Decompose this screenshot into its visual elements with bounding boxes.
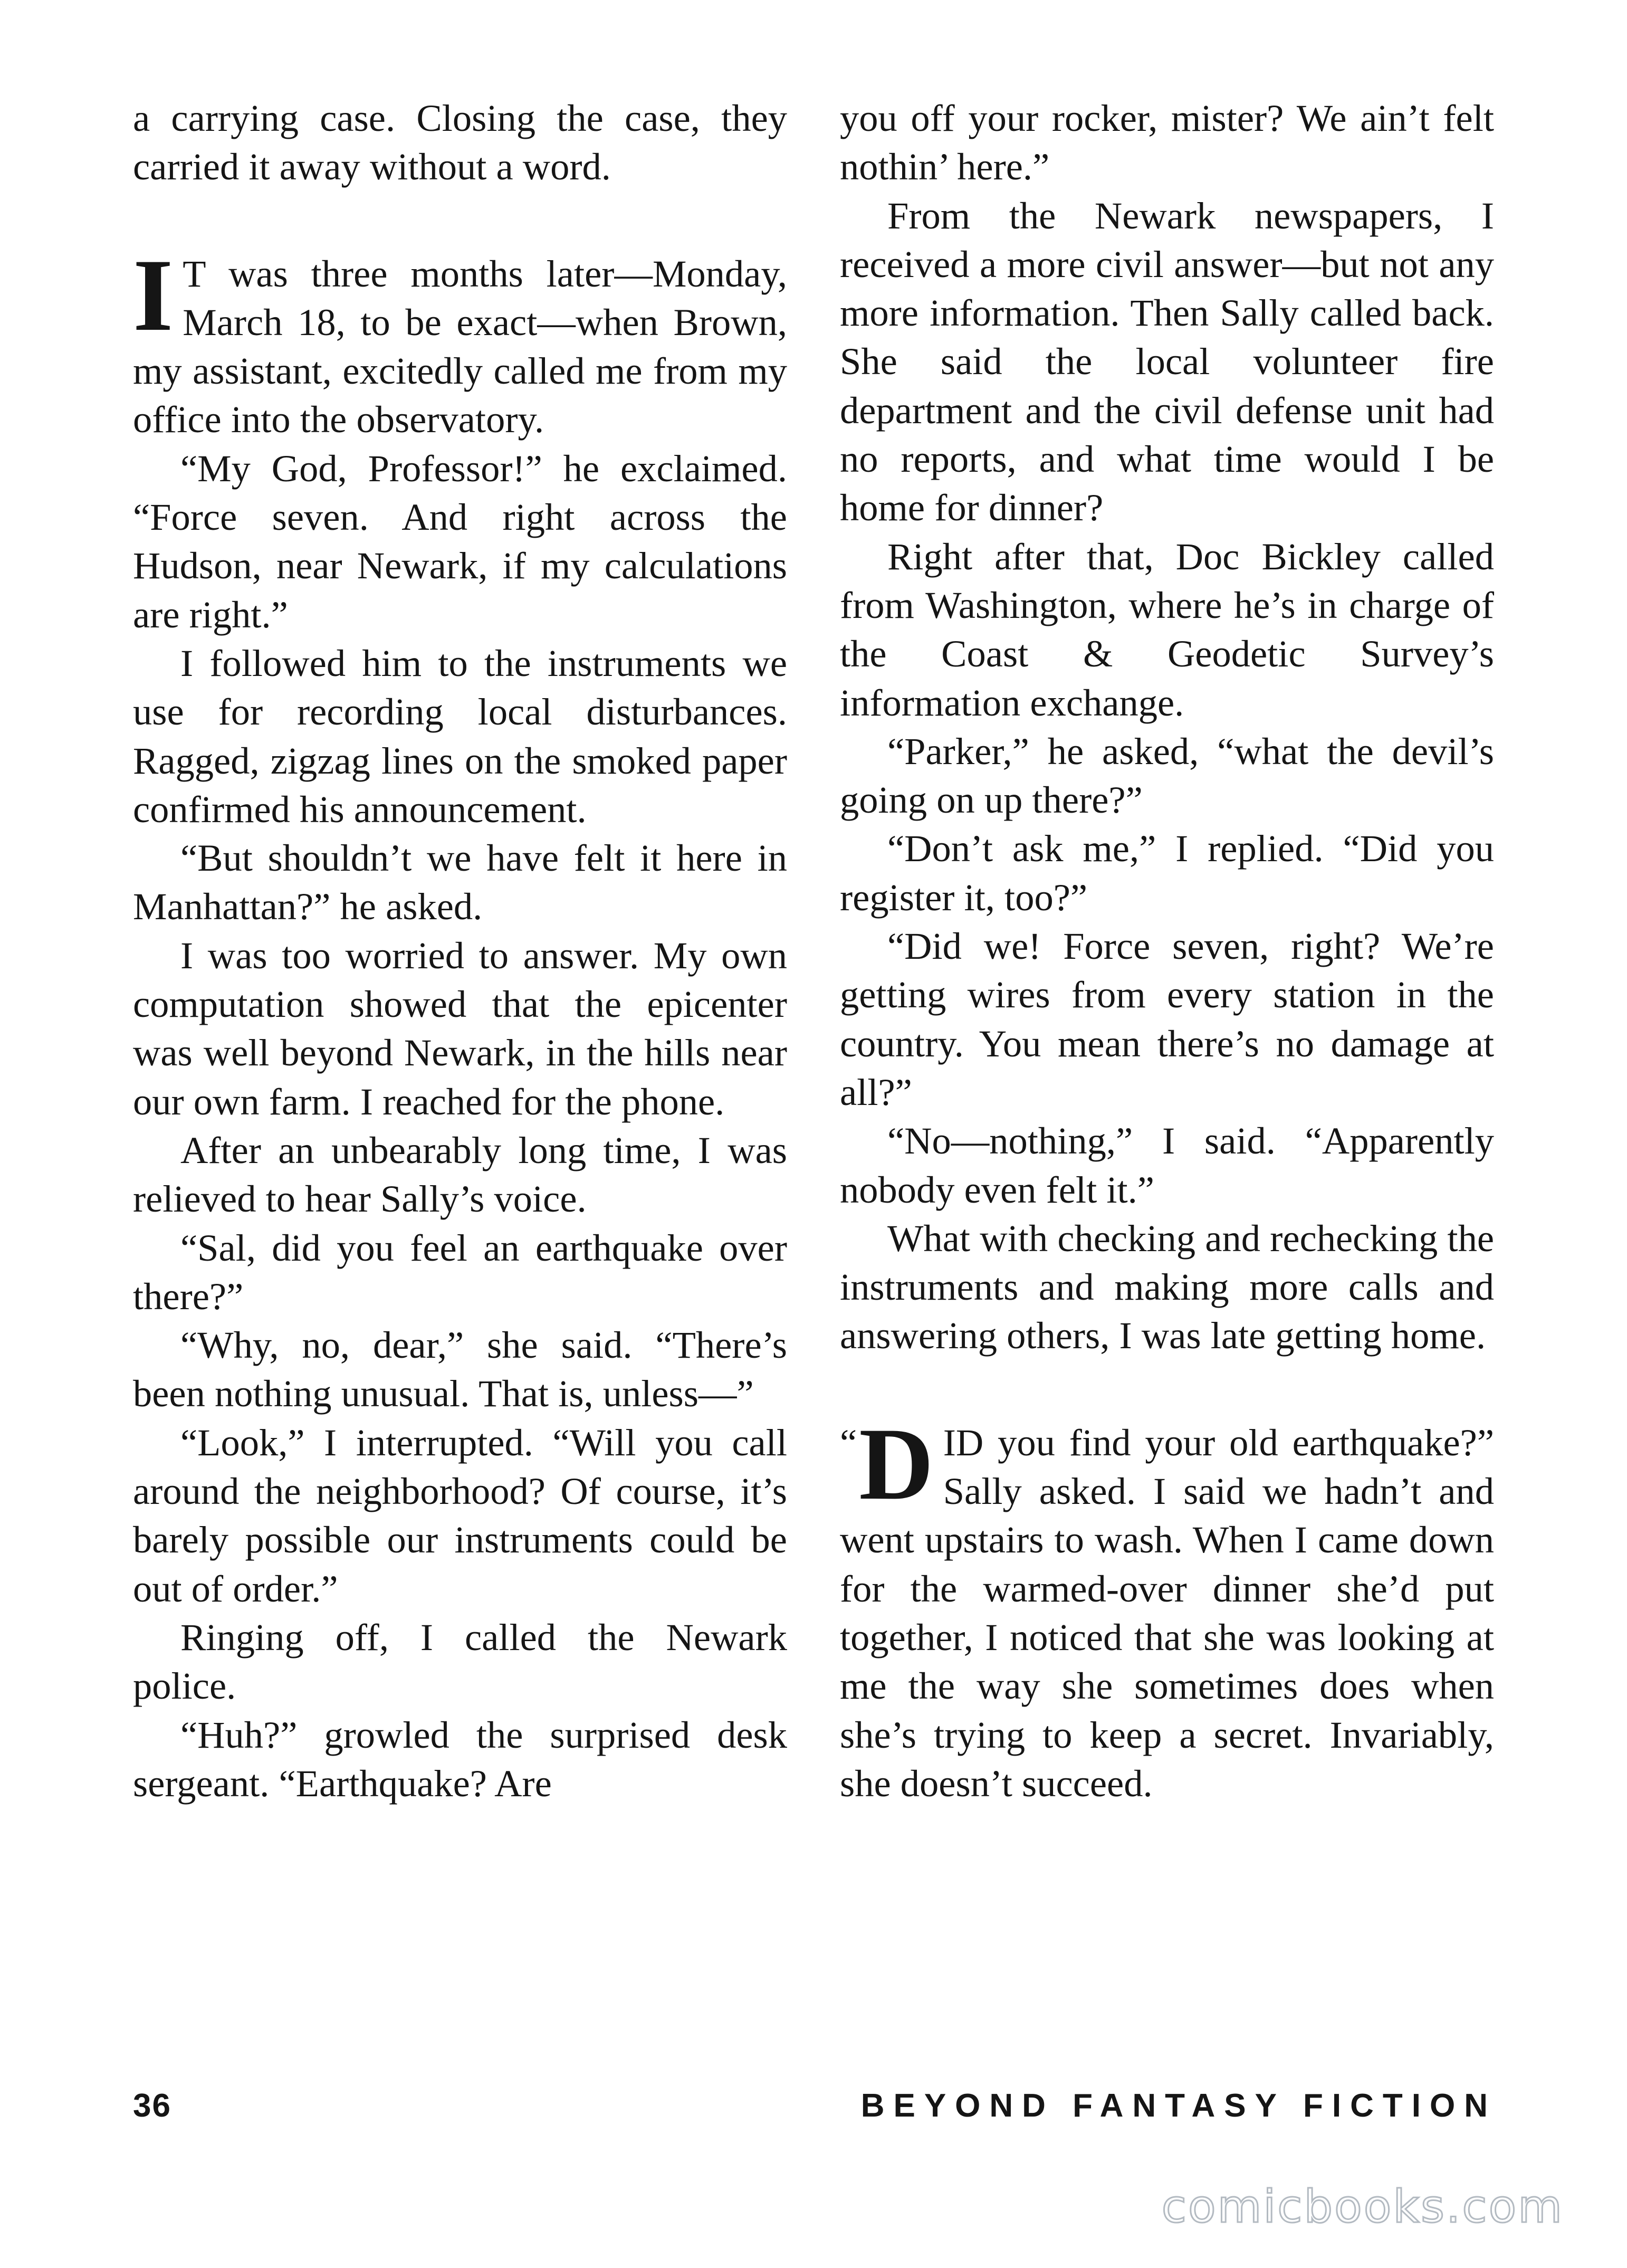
- paragraph-text: ID you find your old earthquake?” Sally asked. I said we hadn’t and went upstairs to wash. When I came down for the warmed-over dinner she’d put together, I noticed that she was looking at me the way she sometimes does when she’s trying to keep a secret. Invariably, she doesn’t succeed.: [840, 1421, 1494, 1805]
- paragraph: “My God, Professor!” he exclaimed. “Force seven. And right across the Hudson, near Newark, if my calculations are right.”: [133, 446, 787, 636]
- paragraph: I was too worried to answer. My own computation showed that the epicenter was well beyond Newark, in the hills near our own farm. I reached for the phone.: [133, 933, 787, 1123]
- paragraph: “No—nothing,” I said. “Apparently nobody even felt it.”: [840, 1119, 1494, 1211]
- right-column: [840, 94, 1494, 1808]
- paragraph: “Why, no, dear,” she said. “There’s been nothing unusual. That is, unless—”: [133, 1323, 787, 1415]
- drop-cap: I: [133, 237, 174, 352]
- drop-cap: D: [859, 1406, 934, 1521]
- left-column: [133, 94, 787, 1808]
- watermark: comicbooks.com: [1161, 2180, 1564, 2233]
- opening-quote: “: [840, 1421, 857, 1464]
- paragraph: I followed him to the instruments we use for recording local disturbances. Ragged, zigzag lines on the smoked paper confirmed his announcement.: [133, 641, 787, 831]
- paragraph: “Don’t ask me,” I replied. “Did you register it, too?”: [840, 827, 1494, 919]
- paragraph: From the Newark newspapers, I received a more civil answer—but not any more information. Then Sally called back. She said the local volunteer fire department and the civil defense unit had no reports, and what time would I be home for dinner?: [840, 194, 1494, 529]
- paragraph: “Huh?” growled the surprised desk sergeant. “Earthquake? Are: [133, 1713, 787, 1805]
- paragraph: “Sal, did you feel an earthquake over there?”: [133, 1226, 787, 1318]
- paragraph: After an unbearably long time, I was relieved to hear Sally’s voice.: [133, 1128, 787, 1221]
- magazine-title: BEYOND FANTASY FICTION: [860, 2088, 1497, 2124]
- paragraph: a carrying case. Closing the case, they carried it away without a word.: [133, 97, 787, 188]
- paragraph: “Look,” I interrupted. “Will you call around the neighborhood? Of course, it’s barely possible our instruments could be out of order.”: [133, 1421, 787, 1610]
- paragraph: Right after that, Doc Bickley called from Washington, where he’s in charge of the Coast & Geodetic Survey’s information exchange.: [840, 535, 1494, 724]
- paragraph: “Parker,” he asked, “what the devil’s going on up there?”: [840, 729, 1494, 822]
- paragraph: “Did we! Force seven, right? We’re getting wires from every station in the country. You mean there’s no damage at all?”: [840, 925, 1494, 1113]
- section-break: [840, 1360, 1494, 1418]
- section-break: [133, 192, 787, 250]
- paragraph-dropcap-start: [133, 237, 787, 444]
- paragraph: “But shouldn’t we have felt it here in Manhattan?” he asked.: [133, 836, 787, 928]
- paragraph: What with checking and rechecking the instruments and making more calls and answering others, I was late getting home.: [840, 1216, 1494, 1357]
- paragraph-text: T was three months later—Monday, March 18, to be exact—when Brown, my assistant, excitedly called me from my office into the observatory.: [133, 252, 787, 441]
- page-number: 36: [133, 2088, 171, 2124]
- paragraph: you off your rocker, mister? We ain’t felt nothin’ here.”: [840, 97, 1494, 188]
- paragraph: Ringing off, I called the Newark police.: [133, 1615, 787, 1708]
- paragraph-dropcap-start: [840, 1406, 1494, 1808]
